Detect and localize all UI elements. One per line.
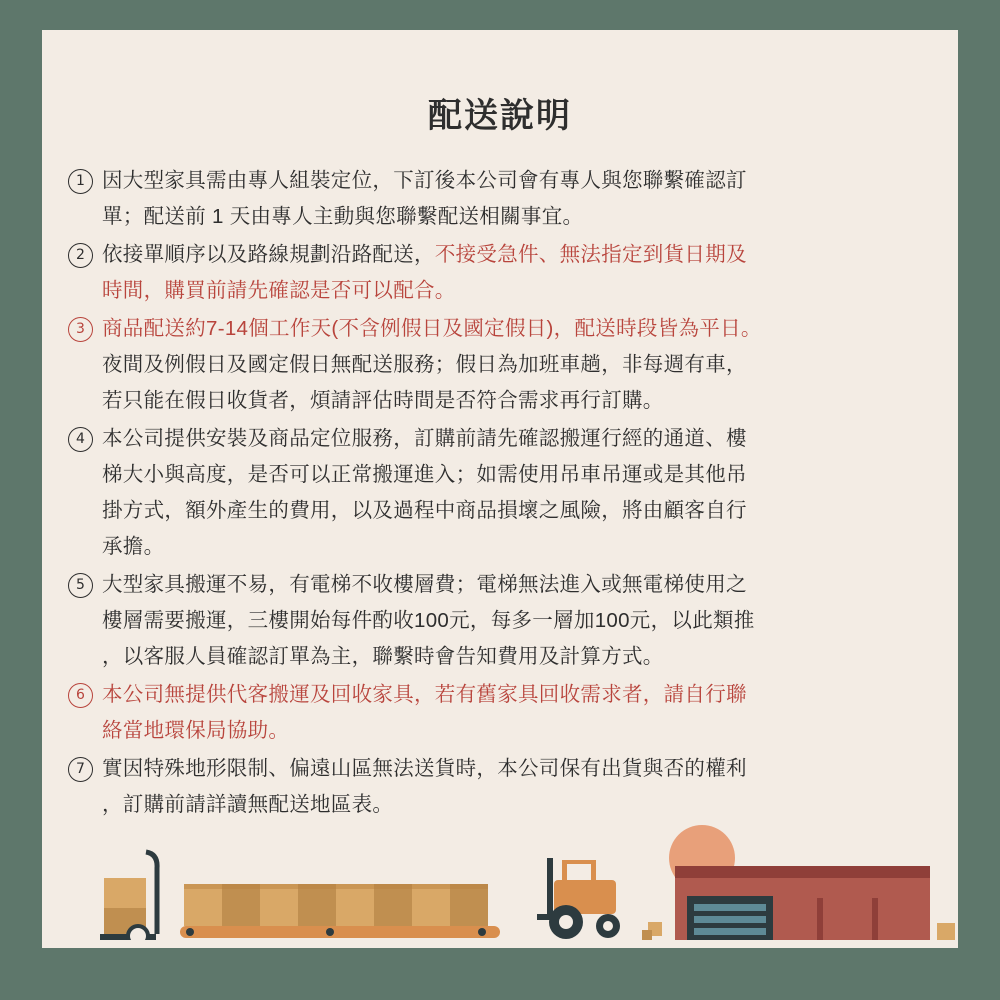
text-line: 本公司無提供代客搬運及回收家具，若有舊家具回收需求者，請自行聯 <box>102 683 747 706</box>
list-item <box>68 567 940 675</box>
hand-truck-icon <box>100 852 157 946</box>
text-line: 若只能在假日收貨者，煩請評估時間是否符合需求再行訂購。 <box>102 389 664 412</box>
list-item-number: 5 <box>68 573 93 598</box>
shipping-info-card <box>42 30 958 948</box>
list-item-text <box>102 421 940 565</box>
text-line: 梯大小與高度，是否可以正常搬運進入；如需使用吊車吊運或是其他吊 <box>102 463 747 486</box>
list-item-text <box>102 311 940 419</box>
text-line: 承擔。 <box>102 535 165 558</box>
list-item <box>68 237 940 309</box>
text-line: 大型家具搬運不易，有電梯不收樓層費；電梯無法進入或無電梯使用之 <box>102 573 747 596</box>
text-line: ，以客服人員確認訂單為主，聯繫時會告知費用及計算方式。 <box>102 645 664 668</box>
list-item <box>68 311 940 419</box>
text-line: 因大型家具需由專人組裝定位，下訂後本公司會有專人與您聯繫確認訂 <box>102 169 747 192</box>
shipping-terms-list <box>42 163 958 823</box>
list-item-number: 2 <box>68 243 93 268</box>
list-item-text <box>102 163 940 235</box>
text-line: 本公司提供安裝及商品定位服務，訂購前請先確認搬運行經的通道、樓 <box>102 427 747 450</box>
list-item-number: 6 <box>68 683 93 708</box>
list-item-text <box>102 237 940 309</box>
list-item-number: 7 <box>68 757 93 782</box>
text-line: 依接單順序以及路線規劃沿路配送，不接受急件、無法指定到貨日期及 <box>102 243 747 266</box>
list-item <box>68 421 940 565</box>
list-item-number: 3 <box>68 317 93 342</box>
list-item <box>68 677 940 749</box>
text-line: 實因特殊地形限制、偏遠山區無法送貨時，本公司保有出貨與否的權利 <box>102 757 747 780</box>
list-item <box>68 163 940 235</box>
text-line: ，訂購前請詳讀無配送地區表。 <box>102 793 394 816</box>
list-item-text <box>102 567 940 675</box>
text-line: 夜間及例假日及國定假日無配送服務；假日為加班車趟，非每週有車， <box>102 353 747 376</box>
list-item-number: 4 <box>68 427 93 452</box>
boxes-icon <box>184 884 488 926</box>
list-item-text <box>102 677 940 749</box>
text-line: 單；配送前 1 天由專人主動與您聯繫配送相關事宜。 <box>102 205 584 228</box>
text-line: 時間，購買前請先確認是否可以配合。 <box>102 279 456 302</box>
forklift-icon <box>537 858 662 940</box>
text-line: 絡當地環保局協助。 <box>102 719 290 742</box>
warehouse-roof-icon <box>675 866 930 878</box>
page-title: 配送說明 <box>428 97 572 135</box>
conveyor-icon <box>180 926 500 938</box>
list-item-number: 1 <box>68 169 93 194</box>
logistics-illustration <box>42 818 958 948</box>
text-line: 樓層需要搬運，三樓開始每件酌收100元，每多一層加100元，以此類推 <box>102 609 755 632</box>
list-item <box>68 751 940 823</box>
list-item-text <box>102 751 940 823</box>
text-line: 掛方式，額外產生的費用，以及過程中商品損壞之風險，將由顧客自行 <box>102 499 747 522</box>
text-line: 商品配送約7-14個工作天(不含例假日及國定假日)，配送時段皆為平日。 <box>102 317 762 340</box>
